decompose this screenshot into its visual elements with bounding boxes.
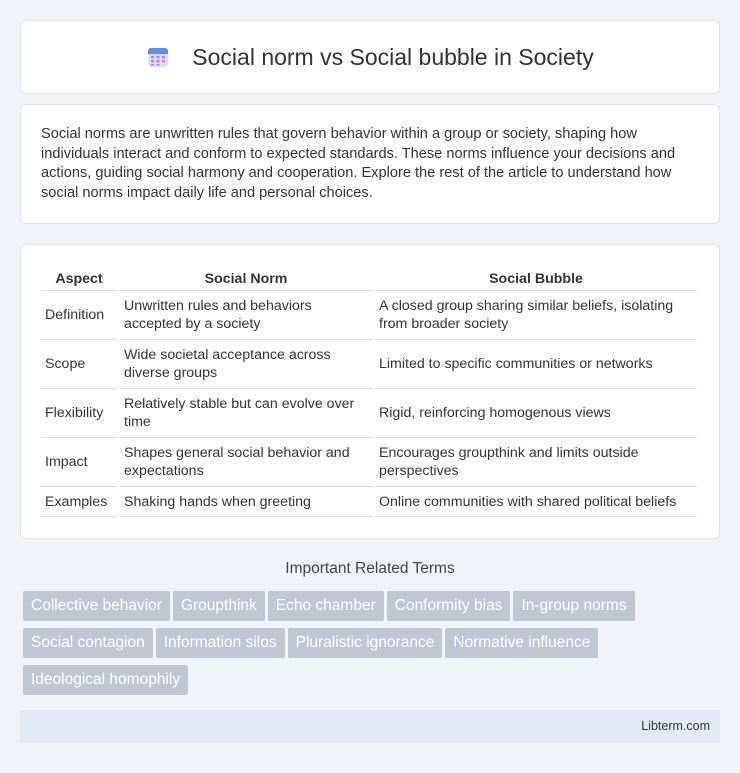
related-terms-list <box>23 591 723 702</box>
tag-ideological-homophily[interactable]: Ideological homophily <box>23 665 188 695</box>
intro-card <box>20 104 720 224</box>
bubble-cell: Encourages groupthink and limits outside perspectives <box>375 438 697 487</box>
header-social-bubble: Social Bubble <box>375 265 697 291</box>
norm-cell: Unwritten rules and behaviors accepted by a society <box>120 291 372 340</box>
page-title: Social norm vs Social bubble in Society <box>192 43 594 70</box>
tag-in-group-norms[interactable]: In-group norms <box>513 591 634 621</box>
bubble-cell: A closed group sharing similar beliefs, isolating from broader society <box>375 291 697 340</box>
related-terms-title: Important Related Terms <box>285 560 455 577</box>
header-social-norm: Social Norm <box>120 265 372 291</box>
norm-cell: Shaking hands when greeting <box>120 487 372 517</box>
footer-site-link[interactable]: Libterm.com <box>641 719 710 733</box>
header-aspect: Aspect <box>41 265 117 291</box>
tag-normative-influence[interactable]: Normative influence <box>445 628 598 658</box>
comparison-table <box>38 265 700 517</box>
table-row <box>41 438 697 487</box>
comparison-card <box>20 244 720 539</box>
aspect-cell: Definition <box>41 291 117 340</box>
tag-conformity-bias[interactable]: Conformity bias <box>387 591 511 621</box>
bubble-cell: Online communities with shared political beliefs <box>375 487 697 517</box>
calendar-icon <box>146 45 170 69</box>
intro-text: Social norms are unwritten rules that govern behavior within a group or society, shaping how individuals interact and conform to expected standards. These norms influence your decisions and actions, guiding social harmony and cooperation. Explore the rest of the article to understand how social norms impact daily life and personal choices. <box>41 126 676 201</box>
tag-information-silos[interactable]: Information silos <box>156 628 285 658</box>
tag-collective-behavior[interactable]: Collective behavior <box>23 591 170 621</box>
tag-echo-chamber[interactable]: Echo chamber <box>268 591 384 621</box>
table-row <box>41 291 697 340</box>
header-card <box>20 20 720 94</box>
tag-pluralistic-ignorance[interactable]: Pluralistic ignorance <box>288 628 443 658</box>
aspect-cell: Impact <box>41 438 117 487</box>
aspect-cell: Flexibility <box>41 389 117 438</box>
aspect-cell: Scope <box>41 340 117 389</box>
aspect-cell: Examples <box>41 487 117 517</box>
norm-cell: Wide societal acceptance across diverse groups <box>120 340 372 389</box>
table-row <box>41 389 697 438</box>
footer <box>20 710 720 743</box>
table-row <box>41 487 697 517</box>
norm-cell: Relatively stable but can evolve over time <box>120 389 372 438</box>
table-row <box>41 340 697 389</box>
norm-cell: Shapes general social behavior and expectations <box>120 438 372 487</box>
bubble-cell: Limited to specific communities or networks <box>375 340 697 389</box>
bubble-cell: Rigid, reinforcing homogenous views <box>375 389 697 438</box>
tag-groupthink[interactable]: Groupthink <box>173 591 265 621</box>
tag-social-contagion[interactable]: Social contagion <box>23 628 153 658</box>
